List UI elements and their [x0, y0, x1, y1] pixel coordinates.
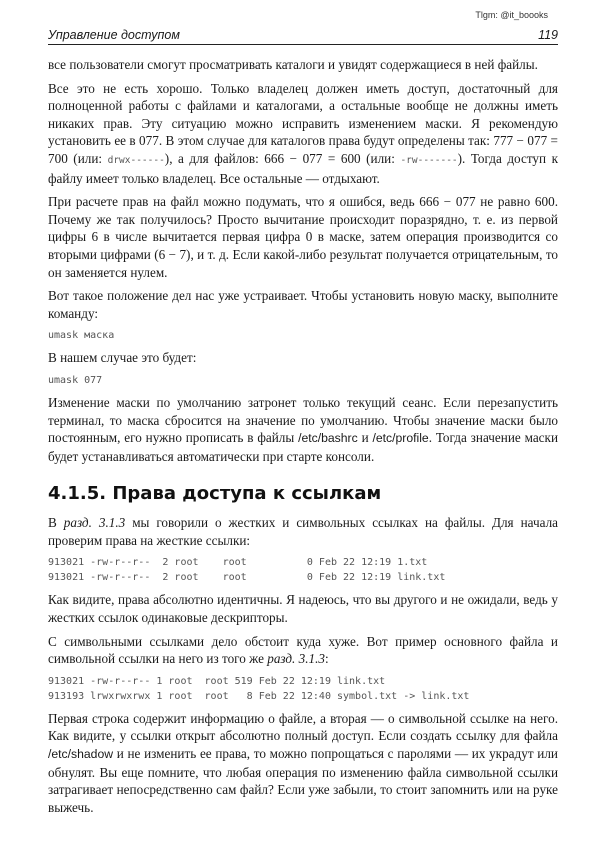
text-run: Все это не есть хорошо. Только владелец должен иметь доступ, достаточный для полноценной работы с файлами и каталогами, а остальные вообще не должны иметь никаких прав. Эту ситуацию можно исправить изменением маски. Я рекомендую установить ее в 077. В этом случае для каталогов права будут определены так: 777 − 077 = 700 (или: — [48, 80, 558, 166]
section-reference: разд. 3.1.3 — [267, 651, 326, 667]
code-listing-hard-links — [48, 555, 558, 585]
file-path: /etc/shadow — [48, 747, 114, 762]
watermark: Tlgm: @it_boooks — [475, 10, 548, 20]
text-run: С символьными ссылками дело обстоит куда хуже. Вот пример основного файла и символьной ссылки на него из того же — [48, 633, 558, 667]
section-heading: 4.1.5. Права доступа к ссылкам — [48, 483, 382, 505]
paragraph-9 — [48, 633, 558, 668]
code-line: 913021 -rw-r--r-- 2 root root 0 Feb 22 12:19 link.txt — [48, 572, 446, 584]
running-header — [48, 28, 558, 45]
chapter-title: Управление доступом — [48, 28, 180, 42]
command-umask-077: umask 077 — [48, 374, 103, 386]
paragraph-10 — [48, 710, 558, 817]
paragraph-5: В нашем случае это будет: — [48, 350, 197, 366]
paragraph-8: Как видите, права абсолютно идентичны. Я надеюсь, что вы другого и не ожидали, ведь у жестких ссылок одинаковые дескрипторы. — [48, 592, 558, 626]
command-umask-mask: umask маска — [48, 330, 115, 342]
page-body — [48, 56, 558, 822]
file-path: /etc/profile — [372, 431, 429, 446]
text-run: Изменение маски по умолчанию затронет только текущий сеанс. Если перезапустить терминал, то маска сбросится на значение по умолчанию. Чтобы значение маски было постоянным, его нужно прописать в файлы — [48, 394, 558, 446]
code-line: 913021 -rw-r--r-- 2 root root 0 Feb 22 12:19 1.txt — [48, 557, 428, 569]
paragraph-3: При расчете прав на файл можно подумать, что я ошибся, ведь 666 − 077 не равно 600. Почему же так получилось? Просто вычитание происходит поразрядно, т. е. из первой цифры 6 в числе вычитается первая цифра 0 в маске, затем операция производится со вторыми цифрами (6 − 7), и т. д. Если какой-либо результат получается отрицательным, то он заменяется нулем. — [48, 194, 558, 280]
text-run: ). Тогда доступ к файлу имеет только владелец. Все остальные — отдыхают. — [48, 150, 559, 186]
paragraph-7 — [48, 514, 558, 549]
perm-file: -rw------- — [400, 154, 458, 166]
text-run: и не изменить ее права, то можно попрощаться с паролями — их украдут или обнулят. Вы еще помните, что любая операция по изменению файла символьной ссылки затрагивает непосредственно сам файл? Если уже забыли, то стоит запомнить или на руке выжечь. — [48, 746, 558, 815]
perm-dir: drwx------ — [107, 154, 165, 166]
paragraph-1: все пользователи смогут просматривать каталоги и увидят содержащиеся в ней файлы. — [48, 57, 538, 72]
text-run: и — [357, 430, 373, 446]
file-path: /etc/bashrc — [298, 431, 358, 446]
page-number: 119 — [538, 28, 558, 42]
text-run: . Тогда значение маски будет устанавливаться автоматически при старте консоли. — [48, 430, 558, 464]
text-run: ), а для файлов: 666 − 077 = 600 (или: — [164, 150, 401, 166]
code-listing-symlinks — [48, 674, 558, 704]
paragraph-2 — [48, 80, 558, 188]
paragraph-4: Вот такое положение дел нас уже устраивает. Чтобы установить новую маску, выполните команду: — [48, 288, 558, 321]
section-reference: разд. 3.1.3 — [63, 515, 126, 531]
text-run: мы говорили о жестких и символьных ссылках на файлы. Для начала проверим права на жесткие ссылки: — [48, 515, 559, 548]
text-run: В — [48, 515, 64, 531]
paragraph-6 — [48, 394, 558, 465]
code-line: 913193 lrwxrwxrwx 1 root root 8 Feb 22 12:40 symbol.txt -> link.txt — [48, 690, 470, 702]
text-run: : — [325, 651, 329, 667]
code-line: 913021 -rw-r--r-- 1 root root 519 Feb 22 12:19 link.txt — [48, 675, 386, 687]
text-run: Первая строка содержит информацию о файле, а вторая — о символьной ссылке на него. Как видите, у ссылки открыт абсолютно полный доступ. Если создать ссылку для файла — [48, 710, 558, 744]
